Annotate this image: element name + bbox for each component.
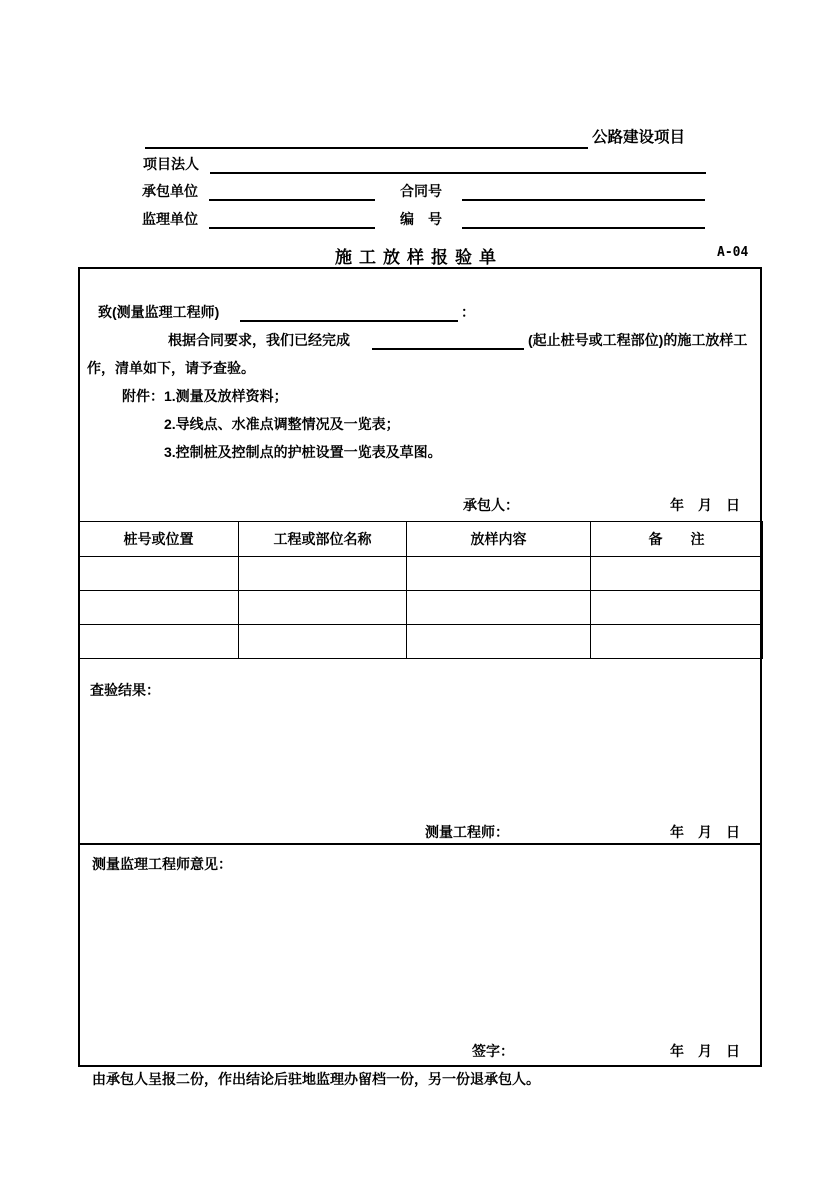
table-row xyxy=(79,591,763,625)
supervisor-label: 监理单位 xyxy=(142,211,198,227)
serial-no-blank[interactable] xyxy=(462,227,705,229)
table-empty-cell[interactable] xyxy=(591,591,763,625)
table-row xyxy=(79,625,763,659)
table-empty-cell[interactable] xyxy=(239,625,407,659)
table-row xyxy=(79,557,763,591)
to-name-blank[interactable] xyxy=(240,320,458,322)
contract-no-blank[interactable] xyxy=(462,199,705,201)
contractor-blank[interactable] xyxy=(209,199,375,201)
form-title: 施工放样报验单 xyxy=(335,248,503,267)
attachment-item-3: 3.控制桩及控制点的护桩设置一览表及草图。 xyxy=(164,444,442,460)
to-colon: ： xyxy=(461,304,475,320)
project-name-blank[interactable] xyxy=(145,147,588,149)
signature-date-placeholder: 年 月 日 xyxy=(670,1043,740,1059)
stake-range-blank[interactable] xyxy=(372,348,524,350)
request-continuation-text: 作，清单如下，请予查验。 xyxy=(87,360,255,376)
table-empty-cell[interactable] xyxy=(591,557,763,591)
contractor-label: 承包单位 xyxy=(142,183,198,199)
table-empty-cell[interactable] xyxy=(407,625,591,659)
request-prefix-text: 根据合同要求，我们已经完成 xyxy=(168,332,350,348)
table-empty-cell[interactable] xyxy=(79,625,239,659)
table-empty-cell[interactable] xyxy=(239,591,407,625)
setting-out-table xyxy=(78,521,763,659)
col-header-stake-position: 桩号或位置 xyxy=(79,522,239,557)
legal-person-label: 项目法人 xyxy=(143,156,199,172)
contractor-sign-label: 承包人： xyxy=(463,497,519,513)
surveyor-date-placeholder: 年 月 日 xyxy=(670,824,740,840)
signature-label: 签字： xyxy=(472,1043,514,1059)
contractor-date-placeholder: 年 月 日 xyxy=(670,497,740,513)
surveyor-sign-label: 测量工程师： xyxy=(425,824,509,840)
attachment-item-1: 1.测量及放样资料； xyxy=(164,388,288,404)
form-code: A-04 xyxy=(717,245,749,260)
table-empty-cell[interactable] xyxy=(79,591,239,625)
col-header-setting-out-content: 放样内容 xyxy=(407,522,591,557)
table-header-row xyxy=(79,522,763,557)
attachments-label: 附件： xyxy=(122,388,164,404)
table-empty-cell[interactable] xyxy=(407,591,591,625)
project-suffix-label: 公路建设项目 xyxy=(592,129,686,146)
distribution-note: 由承包人呈报二份，作出结论后驻地监理办留档一份，另一份退承包人。 xyxy=(92,1071,540,1087)
table-empty-cell[interactable] xyxy=(407,557,591,591)
legal-person-blank[interactable] xyxy=(210,172,706,174)
supervisor-blank[interactable] xyxy=(209,227,375,229)
request-suffix-text: (起止桩号或工程部位)的施工放样工 xyxy=(528,332,748,348)
attachment-item-2: 2.导线点、水准点调整情况及一览表； xyxy=(164,416,400,432)
contract-no-label: 合同号 xyxy=(400,183,442,199)
col-header-work-name: 工程或部位名称 xyxy=(239,522,407,557)
table-empty-cell[interactable] xyxy=(79,557,239,591)
table-empty-cell[interactable] xyxy=(239,557,407,591)
col-header-remarks: 备 注 xyxy=(591,522,763,557)
inspection-result-label: 查验结果： xyxy=(90,682,160,698)
form-border-box xyxy=(78,267,762,1067)
supervisor-opinion-label: 测量监理工程师意见： xyxy=(92,856,232,872)
table-empty-cell[interactable] xyxy=(591,625,763,659)
section-divider-line xyxy=(78,843,762,845)
serial-no-label: 编 号 xyxy=(400,211,442,227)
to-supervising-engineer-label: 致(测量监理工程师) xyxy=(98,304,220,320)
